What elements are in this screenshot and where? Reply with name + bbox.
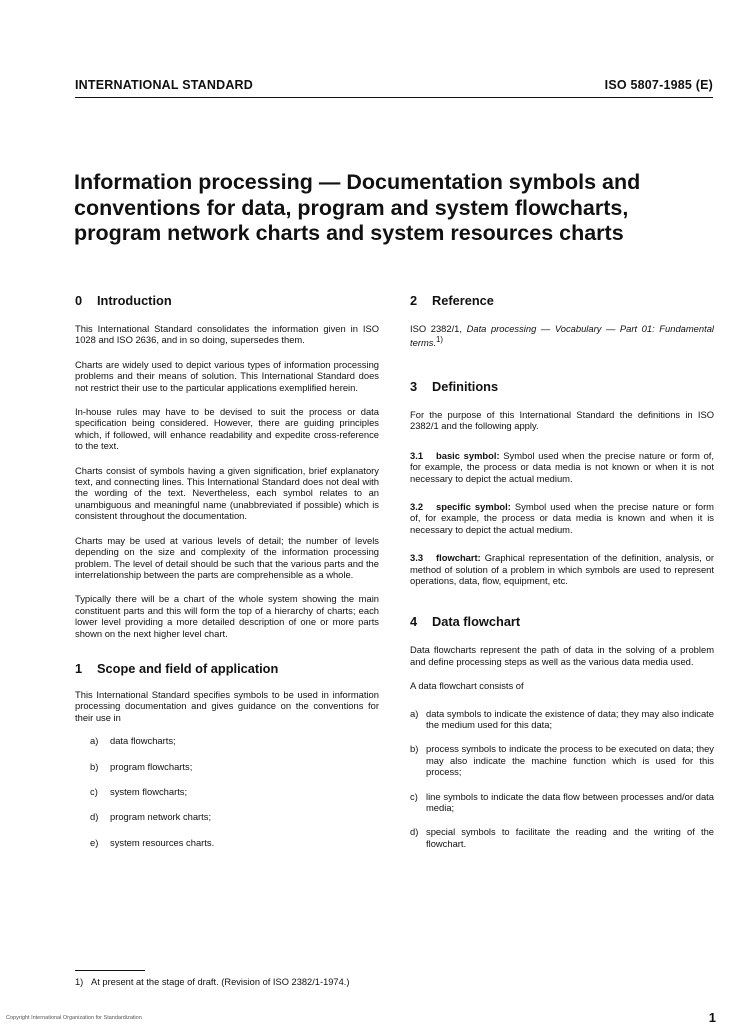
footnote-rule: [75, 970, 145, 971]
list-marker: d): [410, 826, 419, 838]
footnote-mark: 1): [75, 977, 84, 987]
reference-heading-text: Reference: [432, 293, 494, 308]
scope-list: [75, 735, 379, 848]
list-item-text: process symbols to indicate the process to be executed on data; they may also indicate the machine function which is used for this process;: [426, 743, 714, 778]
definitions-heading-text: Definitions: [432, 378, 499, 394]
definition-term-text: specific symbol:: [436, 500, 511, 512]
list-marker: b): [410, 743, 419, 755]
reference-prefix: ISO 2382/1,: [410, 323, 467, 334]
list-marker: b): [90, 760, 99, 772]
page-number: 1: [708, 1010, 716, 1025]
definition-3-3: [410, 552, 714, 586]
definition-term: [410, 501, 511, 512]
definitions-heading: [410, 379, 714, 395]
dataflow-heading-text: Data flowchart: [432, 614, 521, 630]
intro-heading-text: Introduction: [97, 293, 172, 308]
intro-paragraph-2: Charts are widely used to depict various types of information processing problems and their means of solution. This International Standard does not restrict their use to the particular applications exemplified herein.: [75, 358, 379, 393]
intro-section-number: 0: [75, 293, 83, 308]
definition-number: 3.1: [410, 449, 424, 461]
definitions-paragraph: For the purpose of this International Standard the definitions in ISO 2382/1 and the following apply.: [410, 408, 714, 432]
list-item-text: data flowcharts;: [110, 735, 176, 747]
dataflow-section-number: 4: [410, 614, 418, 630]
dataflow-list: [410, 708, 714, 850]
list-item-text: system flowcharts;: [110, 785, 188, 797]
list-marker: a): [410, 707, 419, 719]
list-item: [75, 786, 379, 797]
reference-section-number: 2: [410, 293, 418, 308]
right-column: [410, 293, 714, 849]
dataflow-paragraph-2: A data flowchart consists of: [410, 680, 524, 692]
definition-term-text: flowchart:: [436, 552, 481, 564]
intro-paragraph-5: Charts may be used at various levels of detail; the number of levels depending on the size and complexity of the information processing problem. The level of detail should be such that the various parts and the interrelationship between the parts are comprehensible as a whole.: [75, 534, 379, 580]
list-marker: c): [410, 790, 418, 802]
header-rule: [75, 97, 713, 98]
intro-paragraph-6: Typically there will be a chart of the whole system showing the main constituent parts and this will form the top of a hierarchy of charts; each lower level providing a more detailed description of one or more parts shown on the next higher level chart.: [75, 593, 379, 639]
list-item: [75, 811, 379, 822]
definition-text: Symbol used when the precise nature or form of, for example, the process or data media is not known or when it is not necessary to depict the actual medium.: [410, 449, 714, 484]
left-column: [75, 293, 379, 848]
intro-paragraph-3: In-house rules may have to be devised to suit the process or data specification being considered. However, there are guiding principles which, if followed, will enhance readability and expedite cross-reference to the text.: [75, 406, 379, 452]
list-item-text: line symbols to indicate the data flow between processes and/or data media;: [426, 790, 714, 814]
list-marker: a): [90, 735, 99, 747]
definition-number: 3.3: [410, 552, 424, 564]
list-item: [410, 708, 714, 731]
reference-heading: [410, 293, 714, 309]
footnote: [75, 977, 349, 987]
definition-term-text: basic symbol:: [436, 449, 500, 461]
footnote-text: At present at the stage of draft. (Revision of ISO 2382/1-1974.): [91, 977, 350, 987]
reference-title: Data processing — Vocabulary — Part 01: Fundamental terms.: [410, 323, 715, 349]
definition-number: 3.2: [410, 500, 424, 512]
page-title: Information processing — Documentation symbols and conventions for data, program and system flowcharts, program network charts and system resources charts: [74, 170, 641, 245]
list-item-text: system resources charts.: [110, 836, 215, 848]
intro-paragraph-4: Charts consist of symbols having a given signification, brief explanatory text, and connecting lines. This International Standard does not deal with the wording of the text. Nevertheless, each symbol relates to an unambiguous and meaningful name (unabbreviated if possible) which is consistent throughout the documentation.: [75, 464, 379, 522]
list-item: [75, 761, 379, 772]
definition-term: [410, 552, 481, 563]
reference-paragraph: [410, 323, 714, 349]
header-standard-label: INTERNATIONAL STANDARD: [75, 78, 254, 92]
copyright-notice: Copyright International Organization for Standardization: [6, 1015, 142, 1021]
definitions-section-number: 3: [410, 378, 418, 394]
definition-3-1: [410, 450, 714, 484]
scope-paragraph: This International Standard specifies symbols to be used in information processing documentation and gives guidance on the conventions for their use in: [75, 688, 379, 723]
list-item: [410, 743, 714, 777]
definition-text: Symbol used when the precise nature or form of, for example, the process or data media is known and when it is necessary to depict the actual medium.: [410, 500, 714, 535]
list-item: [75, 837, 379, 848]
intro-paragraph-1: This International Standard consolidates the information given in ISO 1028 and ISO 2636, and in so doing, supersedes them.: [75, 323, 379, 346]
list-item: [410, 791, 714, 814]
definition-term: [410, 450, 500, 461]
list-item-text: program flowcharts;: [110, 760, 193, 772]
list-marker: e): [90, 836, 99, 848]
list-item-text: data symbols to indicate the existence of data; they may also indicate the medium used for this data;: [426, 707, 714, 731]
intro-heading: [75, 293, 379, 309]
dataflow-heading: [410, 614, 714, 630]
list-item: [410, 826, 714, 849]
scope-heading: [75, 661, 379, 677]
list-item-text: special symbols to facilitate the reading and the writing of the flowchart.: [426, 826, 714, 849]
list-item-text: program network charts;: [110, 811, 212, 823]
scope-section-number: 1: [75, 660, 83, 676]
list-marker: d): [90, 811, 99, 823]
scope-heading-text: Scope and field of application: [97, 660, 279, 676]
header-document-number: ISO 5807-1985 (E): [604, 78, 713, 92]
footnote-marker[interactable]: 1): [436, 335, 444, 345]
definition-3-2: [410, 501, 714, 535]
list-marker: c): [90, 785, 98, 797]
list-item: [75, 735, 379, 746]
dataflow-paragraph-1: Data flowcharts represent the path of data in the solving of a problem and define processing steps as well as the various data media used.: [410, 644, 714, 667]
definition-text: Graphical representation of the definition, analysis, or method of solution of a problem in which symbols are used to represent operations, data, flow, equipment, etc.: [410, 552, 714, 586]
